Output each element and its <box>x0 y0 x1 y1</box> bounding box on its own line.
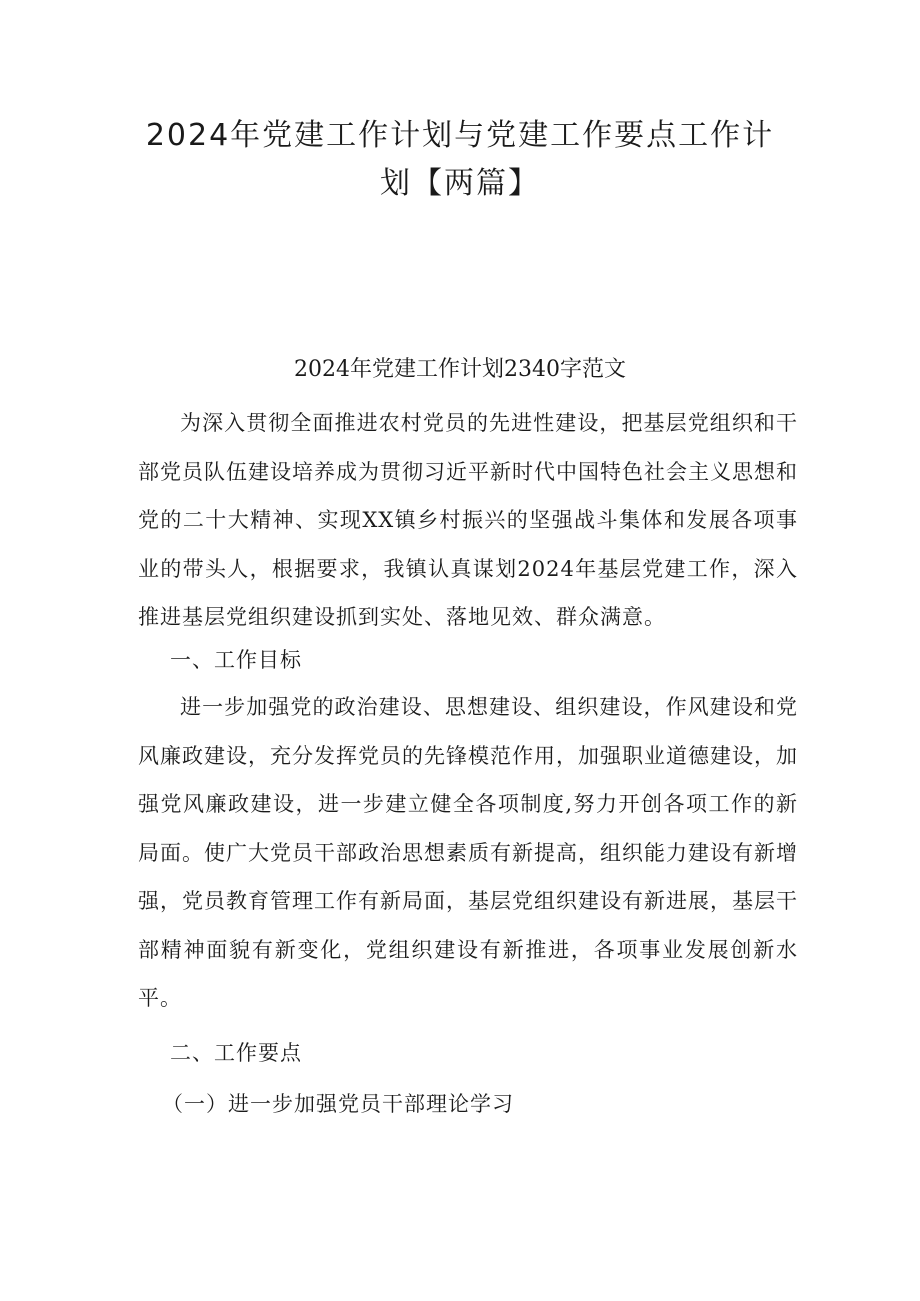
goals-paragraph: 进一步加强党的政治建设、思想建设、组织建设，作风建设和党风廉政建设，充分发挥党员的先锋模范作用，加强职业道德建设，加强党风廉政建设，进一步建立健全各项制度,努力开创各项工作的新局面。使广大党员干部政治思想素质有新提高，组织能力建设有新增强，党员教育管理工作有新局面，基层党组织建设有新进展，基层干部精神面貌有新变化，党组织建设有新推进，各项事业发展创新水平。 <box>138 695 798 1010</box>
heading-work-points: 二、工作要点 <box>170 1041 302 1065</box>
section-title: 2024年党建工作计划2340字范文 <box>294 357 626 382</box>
heading-work-goals: 一、工作目标 <box>170 648 302 672</box>
document-title: 2024年党建工作计划与党建工作要点工作计划【两篇】 <box>145 118 775 201</box>
subheading-theory-study: （一）进一步加强党员干部理论学习 <box>162 1092 514 1116</box>
intro-paragraph: 为深入贯彻全面推进农村党员的先进性建设，把基层党组织和干部党员队伍建设培养成为贯彻习近平新时代中国特色社会主义思想和党的二十大精神、实现XX镇乡村振兴的坚强战斗集体和发展各项事业的带头人，根据要求，我镇认真谋划2024年基层党建工作，深入推进基层党组织建设抓到实处、落地见效、群众满意。 <box>138 411 798 629</box>
